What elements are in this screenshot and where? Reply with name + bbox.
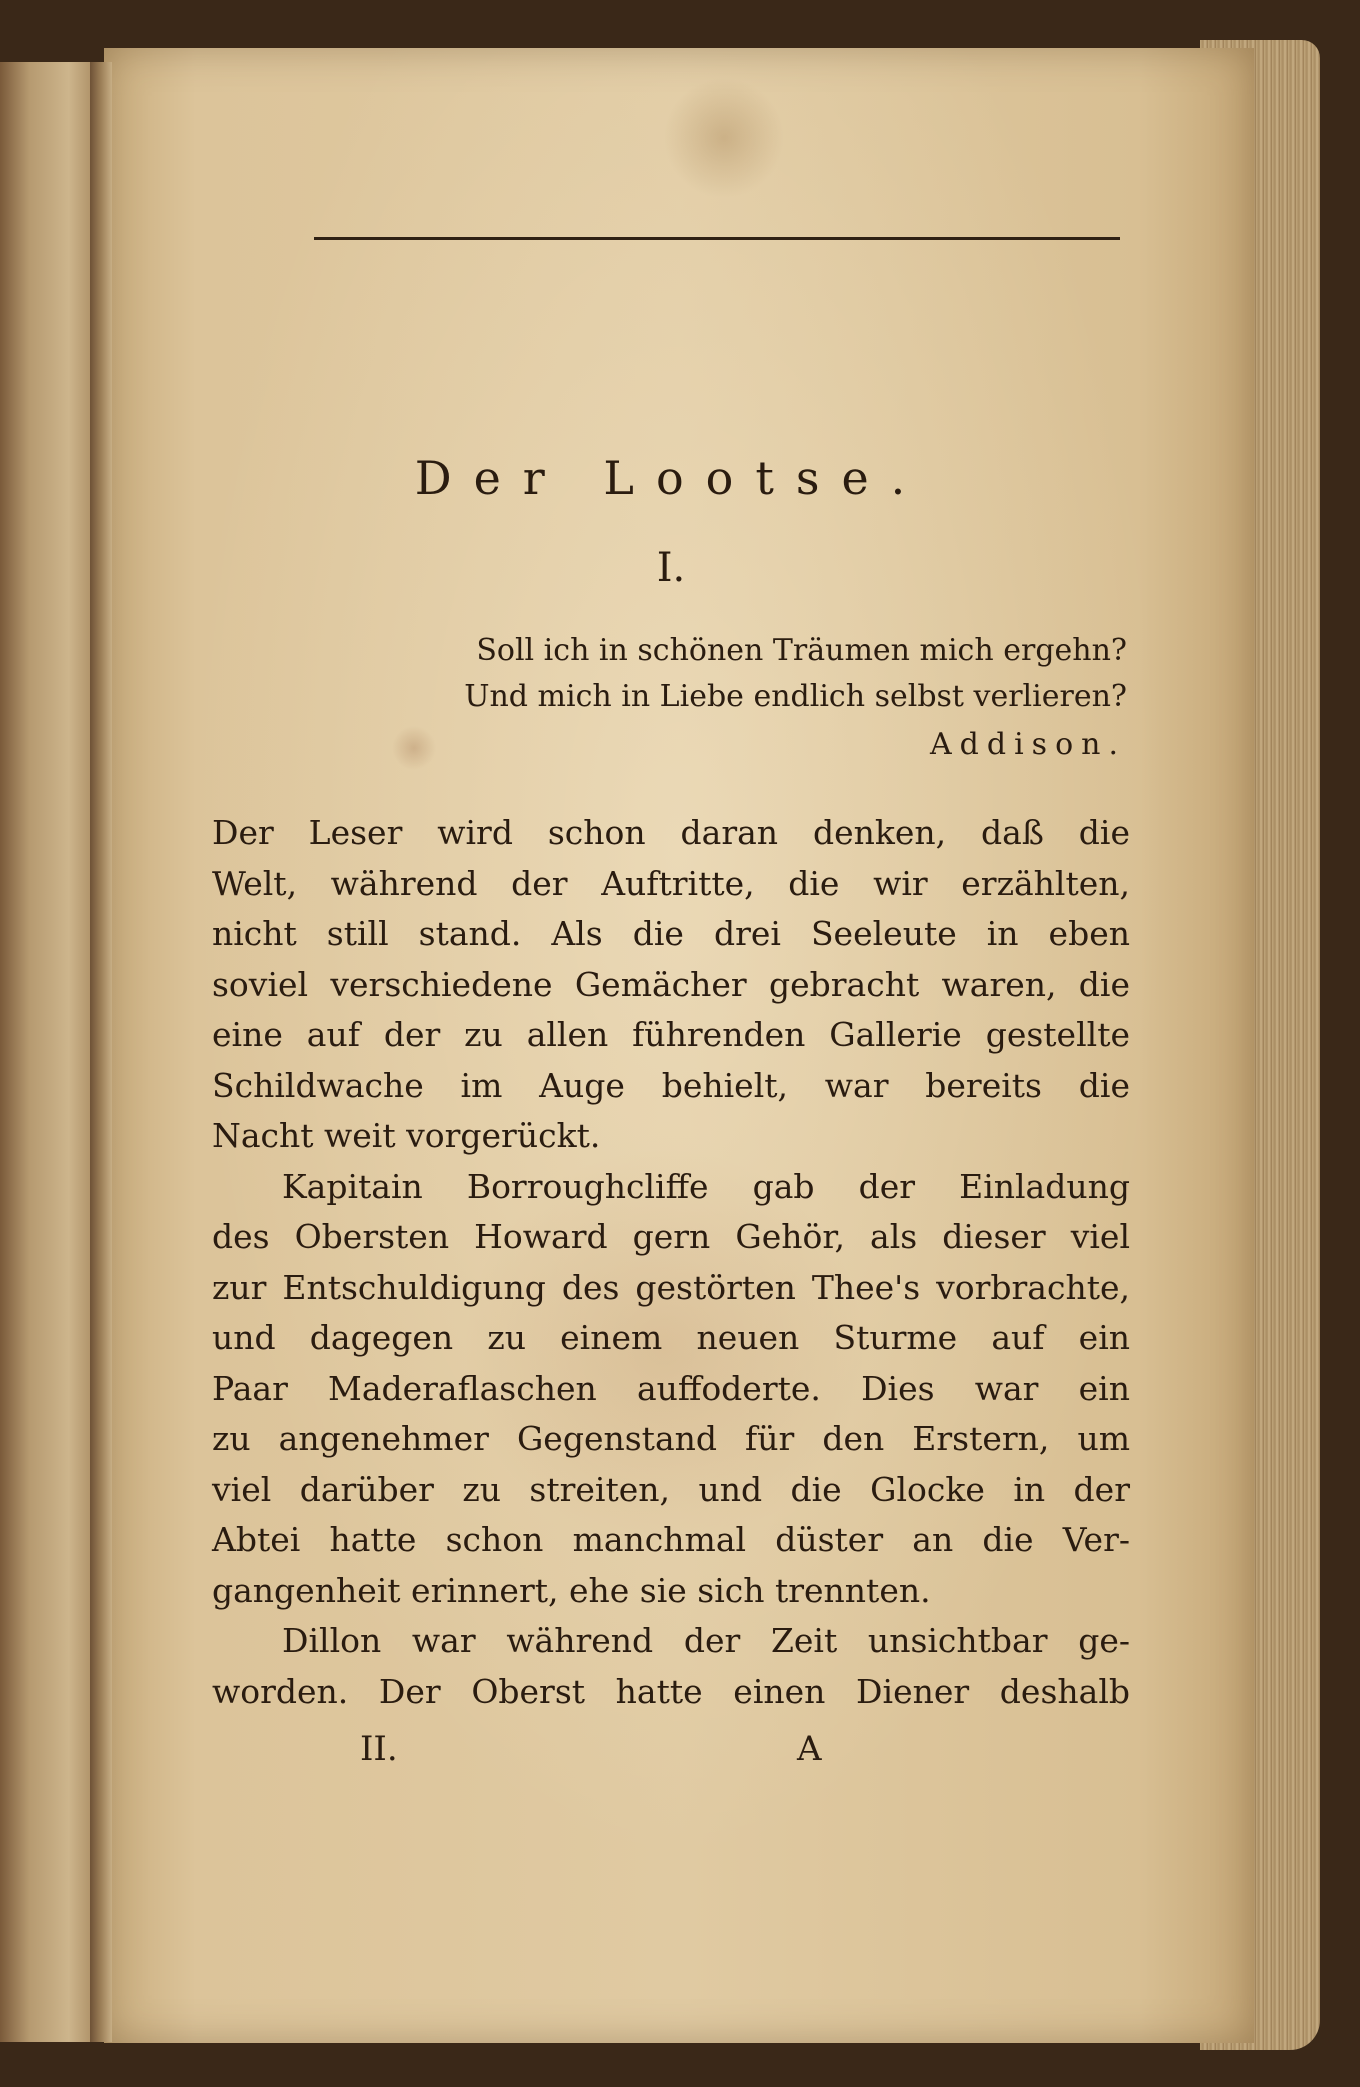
signature-mark: II. (360, 1729, 398, 1769)
text-line: Abtei hatte schon manchmal düster an die Ver- (212, 1520, 1130, 1559)
text-line: nicht still stand. Als die drei Seeleute in eben (212, 914, 1130, 953)
text-line: Dillon war während der Zeit unsichtbar ge- (282, 1621, 1130, 1660)
text-line: zu angenehmer Gegenstand für den Erstern, um (212, 1419, 1130, 1458)
epigraph-author: Addison. (930, 727, 1126, 762)
left-page-edge (0, 62, 98, 2042)
text-line: Nacht weit vorgerückt. (212, 1116, 601, 1155)
body-text (212, 808, 1130, 1717)
epigraph-line: Soll ich in schönen Träumen mich ergehn? (476, 633, 1127, 668)
right-page (104, 48, 1254, 2043)
text-line: viel darüber zu streiten, und die Glocke in der (212, 1469, 1130, 1509)
epigraph-line: Und mich in Liebe endlich selbst verlieren? (464, 679, 1127, 714)
text-line: worden. Der Oberst hatte einen Diener deshalb (212, 1671, 1130, 1711)
text-line: Welt, während der Auftritte, die wir erzählten, (212, 863, 1130, 903)
header-rule (314, 237, 1120, 240)
text-line: Paar Maderaflaschen auffoderte. Dies war ein (212, 1368, 1130, 1408)
text-line: eine auf der zu allen führenden Gallerie gestellte (212, 1015, 1130, 1054)
page-title: Der Lootse. (414, 451, 928, 505)
gutter-shadow (90, 62, 112, 2042)
epigraph (212, 628, 1130, 768)
chapter-number: I. (656, 545, 686, 591)
text-line: des Obersten Howard gern Gehör, als dieser viel (212, 1217, 1130, 1256)
catchword: A (797, 1729, 822, 1769)
text-line: gangenheit erinnert, ehe sie sich trennten. (212, 1570, 931, 1610)
text-line: soviel verschiedene Gemächer gebracht waren, die (212, 964, 1130, 1004)
text-line: Der Leser wird schon daran denken, daß die (212, 813, 1130, 852)
text-line: und dagegen zu einem neuen Sturme auf ein (212, 1318, 1130, 1357)
text-line: Kapitain Borroughcliffe gab der Einladung (282, 1166, 1130, 1206)
text-line: Schildwache im Auge behielt, war bereits die (212, 1065, 1130, 1105)
text-line: zur Entschuldigung des gestörten Thee's vorbrachte, (212, 1267, 1130, 1307)
